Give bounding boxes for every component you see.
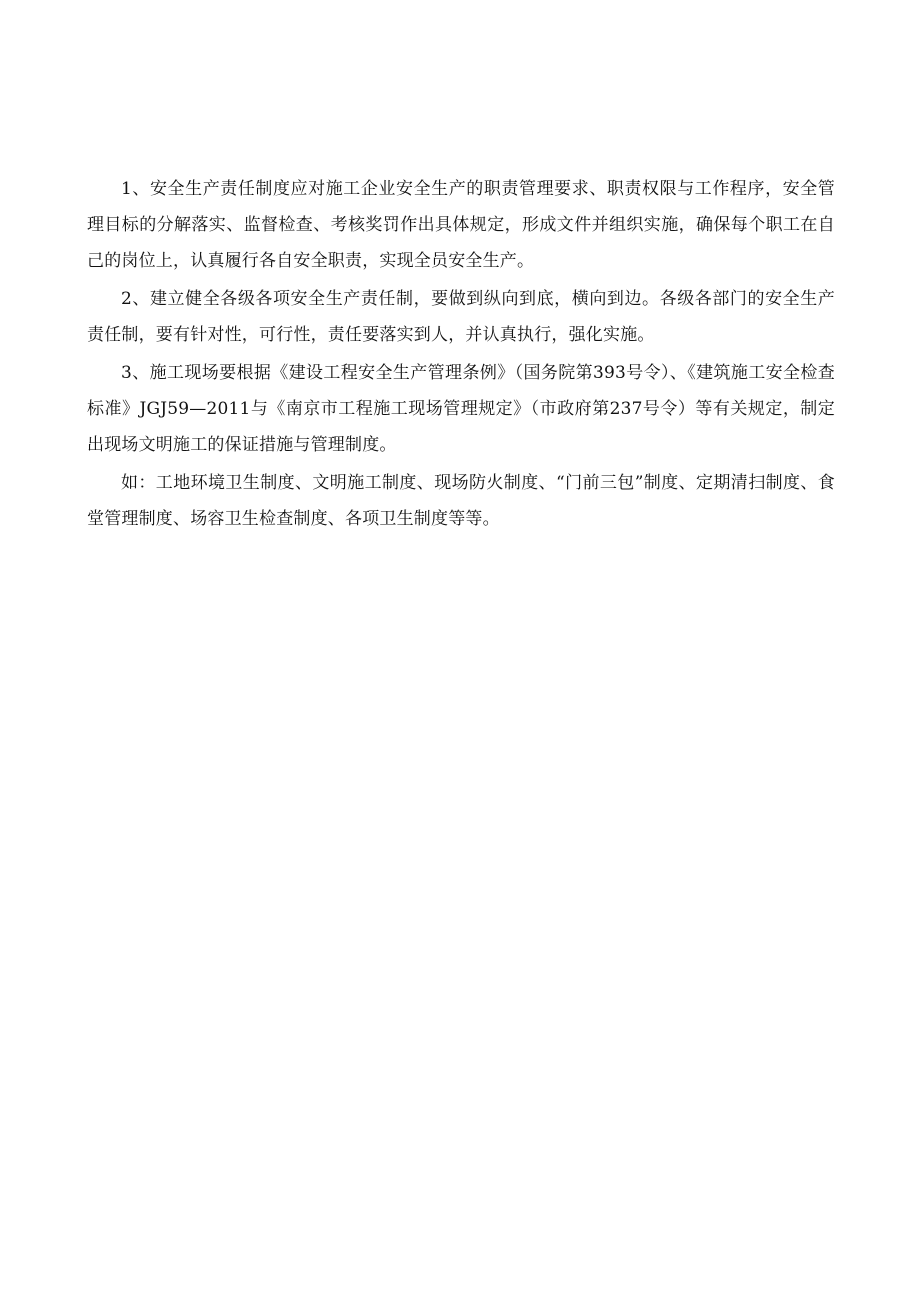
paragraph-2: 2、建立健全各级各项安全生产责任制，要做到纵向到底，横向到边。各级各部门的安全生产责任制，要有针对性，可行性，责任要落实到人，并认真执行，强化实施。 [87, 289, 835, 345]
paragraph-1: 1、安全生产责任制度应对施工企业安全生产的职责管理要求、职责权限与工作程序，安全管理目标的分解落实、监督检查、考核奖罚作出具体规定，形成文件并组织实施，确保每个职工在自己的岗位上，认真履行各自安全职责，实现全员安全生产。 [87, 179, 835, 271]
document-body [87, 171, 835, 539]
paragraph-4: 如：工地环境卫生制度、文明施工制度、现场防火制度、“门前三包”制度、定期清扫制度、食堂管理制度、场容卫生检查制度、各项卫生制度等等。 [87, 473, 835, 529]
paragraph-3: 3、施工现场要根据《建设工程安全生产管理条例》（国务院第393号令）、《建筑施工安全检查标准》JGJ59—2011与《南京市工程施工现场管理规定》（市政府第237号令）等有关规定，制定出现场文明施工的保证措施与管理制度。 [87, 363, 835, 455]
